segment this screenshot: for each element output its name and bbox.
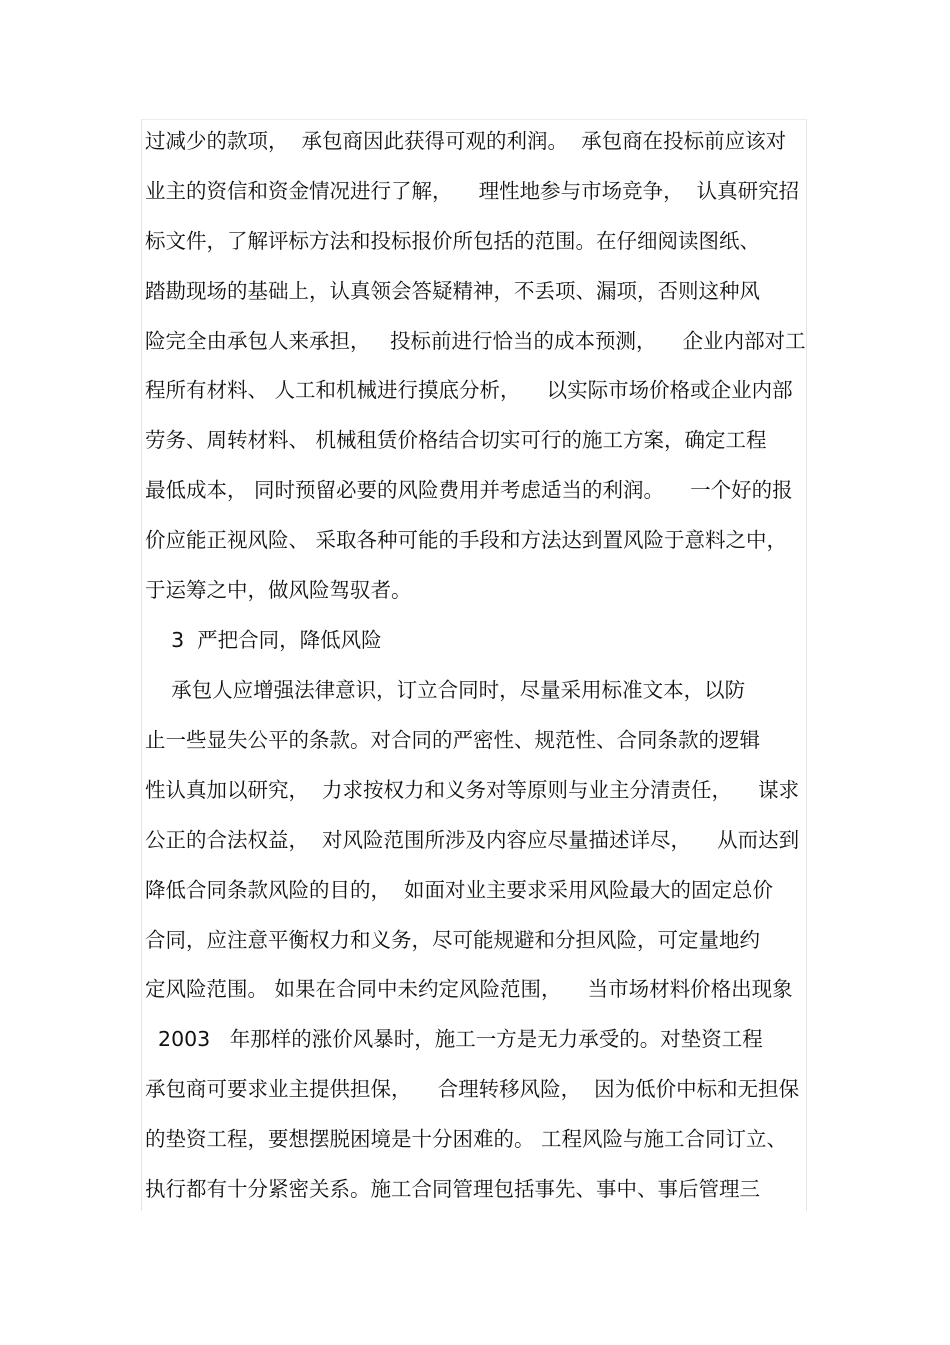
text-line: 踏勘现场的基础上，认真领会答疑精神，不丢项、漏项，否则这种风 [145,279,760,303]
text-line: 2003 年那样的涨价风暴时，施工一方是无力承受的。对垫资工程 [145,1027,763,1051]
text-line: 执行都有十分紧密关系。施工合同管理包括事先、事中、事后管理三 [145,1177,760,1201]
text-line: 过减少的款项， 承包商因此获得可观的利润。 承包商在投标前应该对 [145,129,787,153]
text-line: 险完全由承包人来承担， 投标前进行恰当的成本预测， 企业内部对工 [145,329,806,353]
text-line: 价应能正视风险、 采取各种可能的手段和方法达到置风险于意料之中， [145,528,788,552]
text-line: 定风险范围。 如果在合同中未约定风险范围， 当市场材料价格出现象 [145,977,793,1001]
section-heading: 3 严把合同，降低风险 [145,628,382,652]
text-line: 公正的合法权益， 对风险范围所涉及内容应尽量描述详尽， 从而达到 [145,828,800,852]
text-line: 合同，应注意平衡权力和义务，尽可能规避和分担风险，可定量地约 [145,928,760,952]
text-line: 降低合同条款风险的目的， 如面对业主要求采用风险最大的固定总价 [145,878,774,902]
text-line: 性认真加以研究， 力求按权力和义务对等原则与业主分清责任， 谋求 [145,778,800,802]
text-line: 承包商可要求业主提供担保， 合理转移风险， 因为低价中标和无担保 [145,1077,800,1101]
text-line: 劳务、周转材料、 机械租赁价格结合切实可行的施工方案，确定工程 [145,428,767,452]
text-line: 标文件，了解评标方法和投标报价所包括的范围。在仔细阅读图纸、 [145,229,760,253]
text-line: 止一些显失公平的条款。对合同的严密性、规范性、合同条款的逻辑 [145,728,760,752]
text-line: 的垫资工程，要想摆脱困境是十分困难的。 工程风险与施工合同订立、 [145,1127,788,1151]
text-line: 业主的资信和资金情况进行了解， 理性地参与市场竞争， 认真研究招 [145,179,800,203]
text-line: 承包人应增强法律意识，订立合同时，尽量采用标准文本，以防 [145,678,746,702]
text-line: 程所有材料、 人工和机械进行摸底分析， 以实际市场价格或企业内部 [145,378,793,402]
text-line: 最低成本， 同时预留必要的风险费用并考虑适当的利润。 一个好的报 [145,478,793,502]
text-line: 于运筹之中，做风险驾驭者。 [145,578,412,602]
